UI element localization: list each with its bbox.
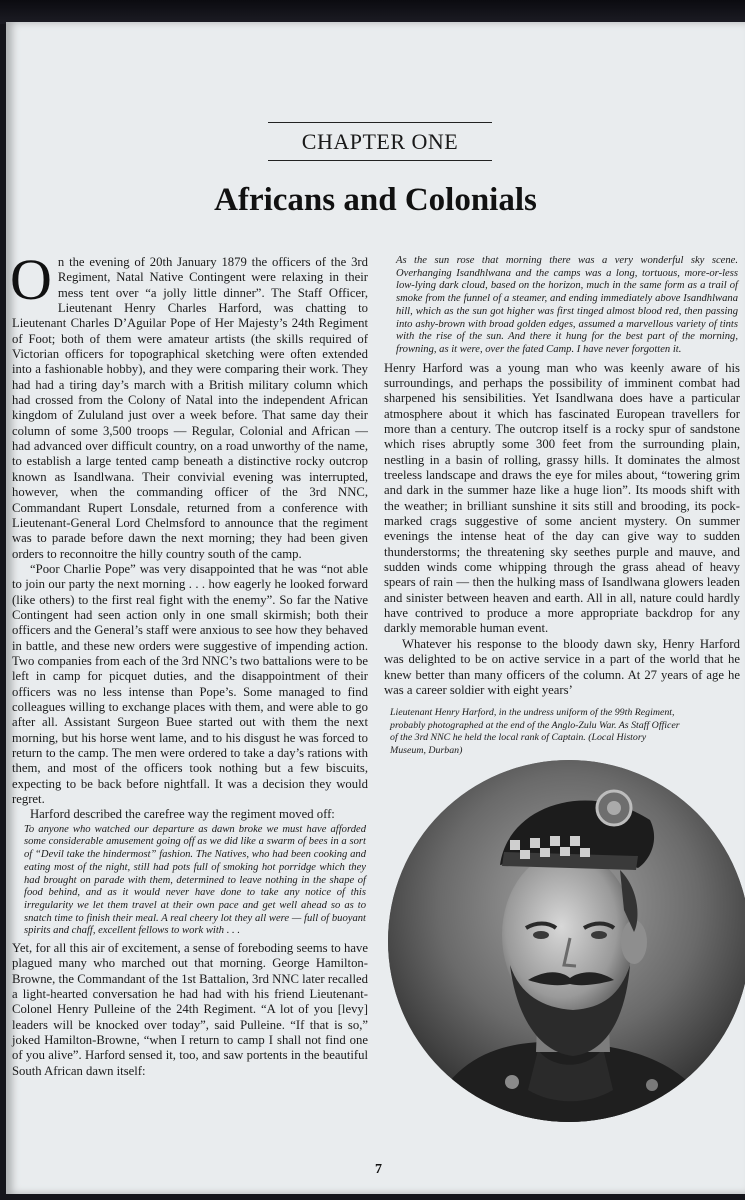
chapter-title: Africans and Colonials <box>214 182 537 218</box>
paragraph-harford-departure: Harford described the carefree way the regiment moved off: <box>30 807 335 822</box>
chapter-label: CHAPTER ONE <box>268 122 492 161</box>
top-shadow <box>0 0 745 24</box>
left-column <box>10 247 368 1079</box>
page-number: 7 <box>375 1162 382 1177</box>
portrait-photo <box>388 760 745 1122</box>
right-column <box>384 255 740 698</box>
opening-paragraph-text: n the evening of 20th January 1879 the officers of the 3rd Regiment, Natal Native Contingent were relaxing in their mess tent over “a jolly little dinner”. The Staff Officer, Lieutenant Henry Charles Harford, was chatting to Lieutenant Charles D’Aguilar Pope of Her Majesty’s 24th Regiment of Foot; both of them were amateur artists (the skills required of Victorian officers for topographical sketching were often extended into a fashionable hobby), and they were comparing their work. They had had a tiring day’s march with a British military column which had crossed from the Colony of Natal into the independent African kingdom of Zululand just over a week before. That same day their column of some 3,500 troops — Regular, Colonial and African — had advanced over difficult country, on a road unworthy of the name, to establish a large tented camp beneath a distinctive rocky outcrop known as Isandlwana. Their convivial evening was interrupted, however, when the commanding officer of the 3rd NNC, Commandant Rupert Lonsdale, returned from a conference with Lieutenant-General Lord Chelmsford to announce that the regiment was to parade before dawn the next morning; they had been given orders to reconnoitre the hilly country south of the camp. <box>12 255 368 561</box>
drop-cap: O <box>10 247 52 312</box>
opening-paragraph <box>10 247 368 562</box>
paragraph-foreboding: Yet, for all this air of excitement, a sense of foreboding seems to have plagued many who marched out that morning. George Hamilton-Browne, the Commandant of the 1st Battalion, 3rd NNC later recalled a light-hearted conversation he had had with his friend Lieutenant-Colonel Henry Pulleine of the 24th Regiment. “A lot of you [levy] leaders will be knocked over today”, said Pulleine. “If that is so,” joked Hamilton-Browne, “when I return to camp I shall not find one of you alive”. Harford sensed it, too, and saw portents in the beautiful South African dawn itself: <box>12 941 368 1078</box>
portrait-illustration <box>388 760 745 1122</box>
paragraph-charlie-pope: “Poor Charlie Pope” was very disappointed that he was “not able to join our party the next morning . . . how eagerly he looked forward (like others) to the first real fight with the enemy”. So far the Native Contingent had seen action only in one small skirmish; both their officers and the General’s staff were anxious to see how they behaved in battle, and these new orders were suggestive of impending action. Two companies from each of the 3rd NNC’s two battalions were to be left in camp for picquet duties, and the disappointment of their officers was no less intense than Pope’s. Some managed to find colleagues willing to exchange places with them, and were able to go after all. Assistant Surgeon Buee started out with them the next morning, but his horse went lame, and to his disgust he was forced to return to the camp. The men were ordered to take a day’s rations with them, and most of the officers took nothing but a few biscuits, expecting to be back before nightfall. It was a decision they would regret. <box>12 561 368 807</box>
paragraph-active-service: Whatever his response to the bloody dawn sky, Henry Harford was delighted to be on active service in a part of the world that he knew better than many officers of the column. At 27 years of age he was a career soldier with eight years’ <box>384 636 740 697</box>
book-page <box>6 22 745 1194</box>
photo-caption: Lieutenant Henry Harford, in the undress uniform of the 99th Regiment, probably photographed at the end of the Anglo-Zulu War. As Staff Officer of the 3rd NNC he held the local rank of Captain. (Local History Museum, Durban) <box>390 707 680 756</box>
block-quote-sky-scene: As the sun rose that morning there was a very wonderful sky scene. Overhanging Isandhlwana and the camps was a long, tortuous, more-or-less low-lying dark cloud, based on the horizon, much in the same form as a trail of smoke from the funnel of a steamer, and ending immediately above Isandhlwana hill, which as the sun got higher was first tinged almost blood red, then passing into ashy-brown with broad golden edges, assumed a marvellous variety of tints with the rise of the sun. And there it hung for the best part of the morning, frowning, as it were, over the fated Camp. I have never forgotten it. <box>396 255 738 355</box>
block-quote-departure: To anyone who watched our departure as dawn broke we must have afforded some considerable amusement going off as we did like a swarm of bees in a sort of “Devil take the hindermost” fashion. The Natives, who had been cooking and eating most of the night, still had pots full of smoking hot porridge which they had brought on parade with them, determined to leave nothing in the shape of food behind, and as it would never have done to take any notice of this irregularity we let them travel at their own pace and get well ahead so as to snatch time to finish their meal. A real cheery lot they all were — full of buoyant spirits and chaff, excellent fellows to work with . . . <box>24 823 366 937</box>
paragraph-isandlwana: Henry Harford was a young man who was keenly aware of his surroundings, and perhaps the possibility of imminent combat had sharpened his sensibilities. Yet Isandlwana does have a particular atmosphere about it which has fascinated European travellers for more than a century. The outcrop itself is a rocky spur of sandstone which rises abruptly some 300 feet from the surrounding plain, nestling in a basin of rolling, grassy hills. It dominates the almost treeless landscape and draws the eye for miles about, “towering grim and dark in the summer haze like a huge lion”. Its moods shift with the weather; in brilliant sunshine it sits still and brooding, its pock-marked crags suggestive of some ancient mystery. On summer evenings the intense heat of the day can give way to sudden thunderstorms; the threatening sky seethes purple and mauve, and sudden winds come whipping through the grass ahead of heavy spears of rain — then the hulking mass of Isandlwana glowers leaden and sinister between heaven and earth. All in all, nature could hardly have contrived to produce a more appropriate backdrop for any darkly memorable human event. <box>384 360 740 636</box>
